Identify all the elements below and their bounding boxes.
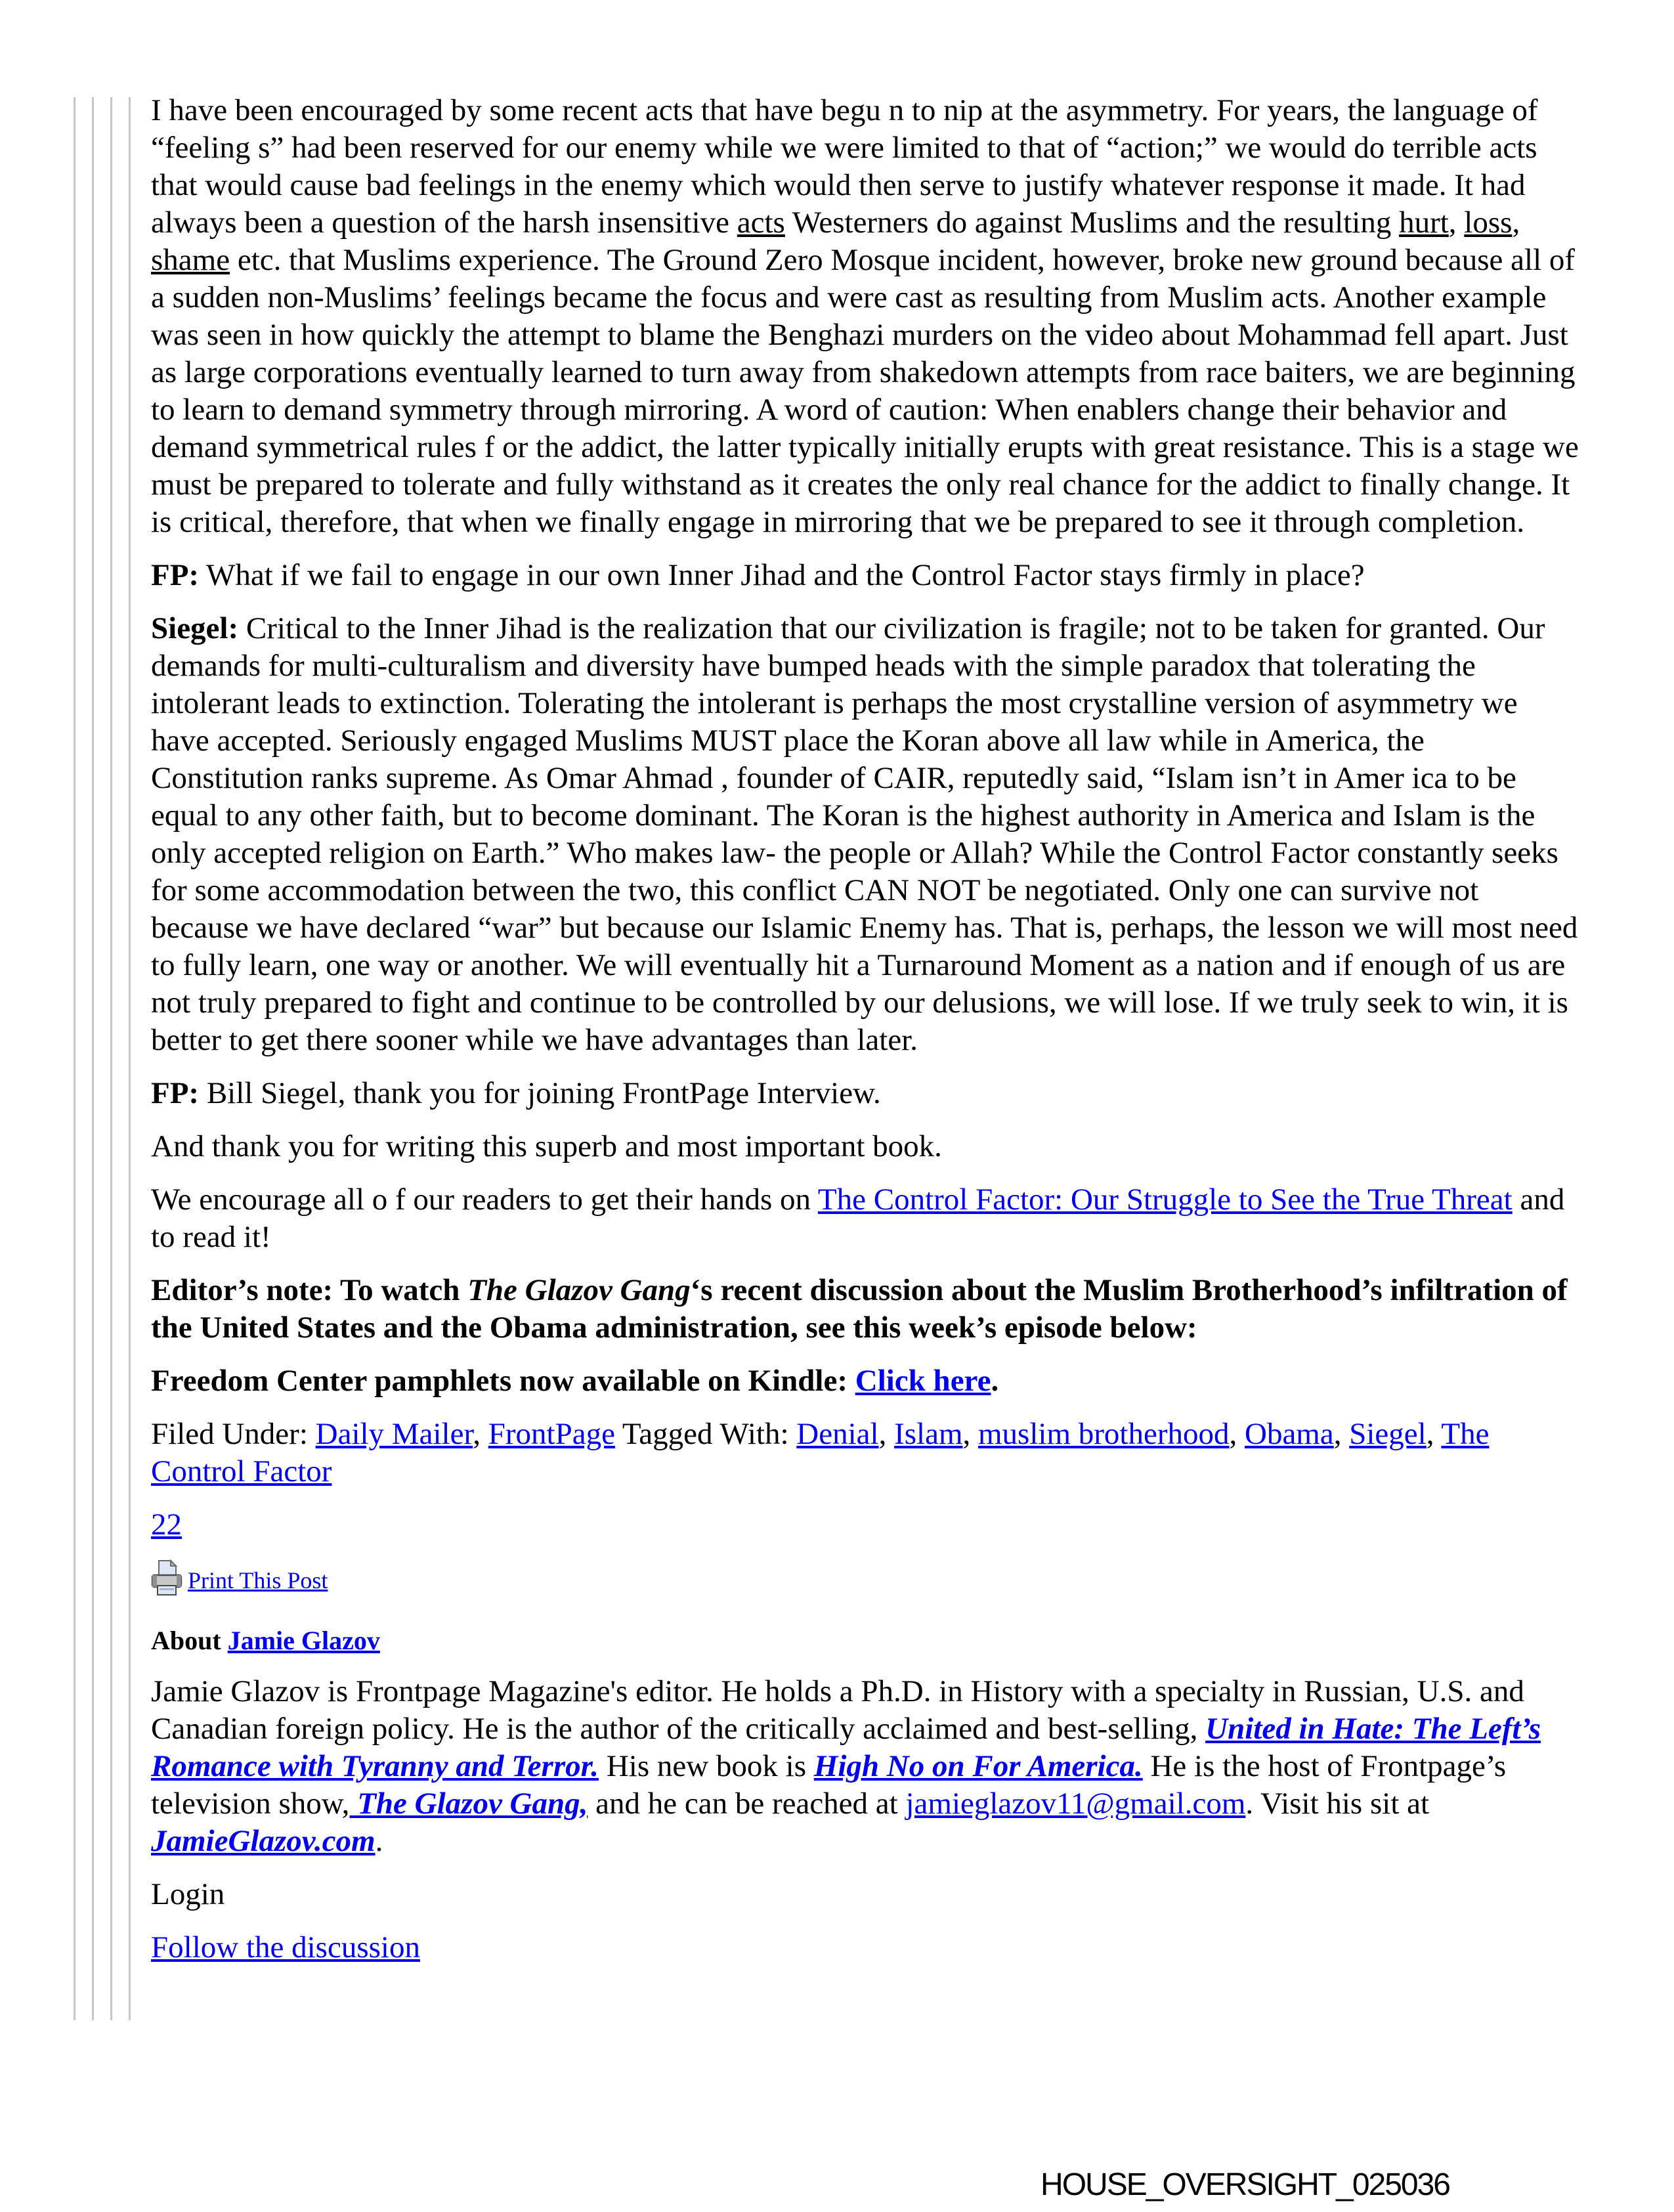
body-text: Critical to the Inner Jihad is the realization that our civilization is fragile; not to be taken for granted. Our demands for multi-culturalism and diversity have bumped heads with the simple paradox that tolerating the intolerant leads to extinction. Tolerating the intolerant is perhaps the most crystalline version of asymmetry we have accepted. Seriously engaged Muslims MUST place the Koran above all law while in America, the Constitution ranks supreme. As Omar Ahmad , founder of CAIR, reputedly said, “Islam isn’t in Amer ica to be equal to any other faith, but to become dominant. The Koran is the highest authority in America and Islam is the only accepted religion on Earth.” Who makes law- the people or Allah? While the Control Factor constantly seeks for some accommodation between the two, this conflict CAN NOT be negotiated. Only one can survive not because we have declared “war” but because our Islamic Enemy has. That is, perhaps, the lesson we will most need to fully learn, one way or another. We will eventually hit a Turnaround Moment as a nation and if enough of us are not truly prepared to fight and continue to be controlled by our delusions, we will lose. If we truly seek to win, it is better to get there sooner while we have advantages than later. xyxy=(151,611,1578,1057)
body-text: Bill Siegel, thank you for joining FrontPage Interview. xyxy=(199,1076,881,1110)
link-tag-siegel[interactable]: Siegel xyxy=(1349,1417,1427,1451)
link-email-address[interactable]: jamieglazov11@gmail.com xyxy=(905,1787,1246,1821)
editors-note-text: Editor’s note: To watch xyxy=(151,1273,468,1307)
link-glazov-gang-show[interactable]: The Glazov Gang, xyxy=(349,1787,588,1821)
link-tag-islam[interactable]: Islam xyxy=(894,1417,963,1451)
underlined-word-hurt: hurt xyxy=(1399,206,1449,240)
tagged-with-label: Tagged With: xyxy=(614,1417,797,1451)
separator: , xyxy=(878,1417,895,1451)
body-text: , xyxy=(1512,206,1520,240)
body-text: I have been encouraged by some recent acts that have begu n to nip at the asymmetry. For years, the language of “feeling s” had been reserved for our enemy while we were limited to that of “action;” we would do terrible acts that would cause bad feelings in the enemy which would then serve to justify whatever response it made. It had always been a question of the harsh insensitive xyxy=(151,93,1538,240)
bio-text: and he can be reached at xyxy=(588,1787,906,1821)
body-text: Westerners do against Muslims and the resulting xyxy=(784,206,1400,240)
siegel-label: Siegel: xyxy=(151,611,239,645)
body-text: and to read it! xyxy=(151,1182,1565,1254)
fp-label: FP: xyxy=(151,558,200,592)
separator: , xyxy=(1426,1417,1442,1451)
link-control-factor-book[interactable]: The Control Factor: Our Struggle to See the True Threat xyxy=(817,1182,1513,1217)
link-jamieglazov-com[interactable]: JamieGlazov.com xyxy=(151,1824,376,1858)
editors-note-text: ‘s recent discussion about the Muslim Brotherhood’s infiltration of the United States and the Obama administration, see this week’s episode below: xyxy=(151,1273,1568,1345)
paragraph-thank-you xyxy=(151,1128,1579,1165)
login-label: Login xyxy=(151,1877,225,1911)
print-line xyxy=(151,1559,1579,1609)
glazov-gang-title: The Glazov Gang xyxy=(467,1273,691,1307)
link-high-noon-book[interactable]: High No on For America. xyxy=(813,1749,1143,1783)
freedom-center-text: . xyxy=(991,1364,999,1398)
link-united-in-hate-book[interactable]: United in Hate: The Left’s Romance with Tyranny and Terror. xyxy=(151,1712,1541,1783)
link-click-here[interactable]: Click here xyxy=(855,1364,991,1398)
comments-count-line xyxy=(151,1506,1579,1544)
separator: , xyxy=(473,1417,488,1451)
body-text: What if we fail to engage in our own Inner Jihad and the Control Factor stays firmly in place? xyxy=(199,558,1365,592)
login-text xyxy=(151,1876,1579,1913)
link-jamie-glazov[interactable]: Jamie Glazov xyxy=(227,1626,380,1655)
paragraph-fp-thanks xyxy=(151,1075,1579,1112)
filed-under-line xyxy=(151,1416,1579,1490)
underlined-word-shame: shame xyxy=(151,243,230,277)
separator: , xyxy=(1333,1417,1350,1451)
paragraph-encourage-readers xyxy=(151,1181,1579,1256)
quote-bar-2 xyxy=(92,97,94,2020)
link-category-daily-mailer[interactable]: Daily Mailer xyxy=(315,1417,473,1451)
filed-under-label: Filed Under: xyxy=(151,1417,316,1451)
fp-label: FP: xyxy=(151,1076,200,1110)
bates-stamp: HOUSE_OVERSIGHT_025036 xyxy=(1041,2167,1449,2202)
bio-text: Jamie Glazov is Frontpage Magazine's editor. He holds a Ph.D. in History with a specialty in Russian, U.S. and Canadian foreign policy. He is the author of the critically acclaimed and best-selling, xyxy=(151,1674,1524,1746)
bio-text: His new book is xyxy=(599,1749,814,1783)
bio-text: He is the host of Frontpage’s television show, xyxy=(151,1749,1507,1821)
link-tag-the-control-factor[interactable]: The Control Factor xyxy=(151,1417,1490,1488)
quote-bar-3 xyxy=(110,97,112,2020)
underlined-word-loss: loss xyxy=(1464,206,1513,240)
link-follow-the-discussion[interactable]: Follow the discussion xyxy=(151,1930,420,1964)
quote-bar-4 xyxy=(129,97,131,2020)
body-text: etc. that Muslims experience. The Ground Zero Mosque incident, however, broke new ground because all of a sudden non-Muslims’ feelings became the focus and were cast as resulting from Muslim acts. Another example was seen in how quickly the attempt to blame the Benghazi murders on the video about Mohammad fell apart. Just as large corporations eventually learned to turn away from shakedown attempts from race baiters, we are beginning to learn to demand symmetry through mirroring. A word of caution: When enablers change their behavior and demand symmetrical rules f or the addict, the latter typically initially erupts with great resistance. This is a stage we must be prepared to tolerate and fully withstand as it creates the only real chance for the addict to finally change. It is critical, therefore, that when we finally engage in mirroring that we be prepared to see it through completion. xyxy=(151,243,1579,539)
separator: , xyxy=(1229,1417,1245,1451)
paragraph-freedom-center xyxy=(151,1362,1579,1400)
link-comments-count[interactable]: 22 xyxy=(151,1507,182,1542)
article-body xyxy=(151,92,1579,1982)
about-author-heading xyxy=(151,1624,1579,1657)
bio-text: . xyxy=(375,1824,383,1858)
paragraph-siegel-answer xyxy=(151,610,1579,1059)
link-print-this-post[interactable]: Print This Post xyxy=(188,1567,328,1594)
body-text: And thank you for writing this superb and most important book. xyxy=(151,1129,942,1163)
quote-bar-1 xyxy=(74,97,75,2020)
link-tag-denial[interactable]: Denial xyxy=(796,1417,879,1451)
paragraph-encouraged xyxy=(151,92,1579,541)
freedom-center-text: Freedom Center pamphlets now available on Kindle: xyxy=(151,1364,855,1398)
link-tag-obama[interactable]: Obama xyxy=(1245,1417,1334,1451)
link-tag-muslim-brotherhood[interactable]: muslim brotherhood xyxy=(978,1417,1230,1451)
body-text: We encourage all o f our readers to get their hands on xyxy=(151,1182,818,1217)
author-bio xyxy=(151,1673,1579,1860)
printer-icon xyxy=(151,1559,182,1609)
link-category-frontpage[interactable]: FrontPage xyxy=(488,1417,615,1451)
about-label: About xyxy=(151,1626,228,1655)
separator: , xyxy=(962,1417,978,1451)
underlined-word-acts: acts xyxy=(737,206,785,240)
follow-discussion-line xyxy=(151,1929,1579,1966)
body-text: , xyxy=(1448,206,1465,240)
bio-text: . Visit his sit at xyxy=(1245,1787,1430,1821)
paragraph-fp-question xyxy=(151,557,1579,594)
paragraph-editors-note xyxy=(151,1272,1579,1347)
